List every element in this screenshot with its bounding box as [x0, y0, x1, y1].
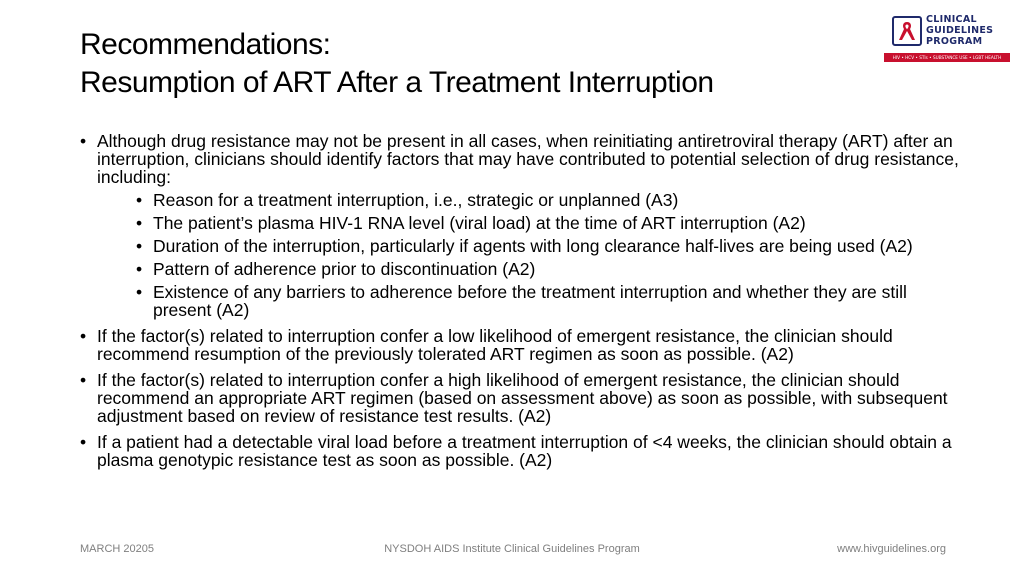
title-line-2: Resumption of ART After a Treatment Interruption	[80, 66, 714, 99]
bullet-text: • Although drug resistance may not be present in all cases, when reinitiating antiretroviral therapy (ART) after an interruption, clinicians should identify factors that may have contributed to potential selection of drug resistance, including:	[97, 131, 959, 187]
logo-line-2: GUIDELINES	[926, 25, 994, 36]
logo-line-3: PROGRAM	[926, 36, 983, 47]
title-line-1: Recommendations:	[80, 28, 331, 61]
footer-date: MARCH 20205	[80, 543, 154, 555]
logo-line-1: CLINICAL	[926, 14, 977, 25]
red-ribbon-icon	[897, 20, 917, 42]
sub-bullet-item: • Reason for a treatment interruption, i.e., strategic or unplanned (A3)	[97, 191, 960, 209]
page-title	[80, 26, 714, 102]
footer-url[interactable]: www.hivguidelines.org	[837, 543, 946, 555]
bullet-list	[80, 132, 960, 477]
logo-tagline: HIV • HCV • STIs • SUBSTANCE USE • LGBT HEALTH	[884, 53, 1010, 62]
sub-bullet-item: • Duration of the interruption, particularly if agents with long clearance half-lives are being used (A2)	[97, 237, 960, 255]
logo-wordmark	[926, 14, 993, 47]
bullet-item	[80, 327, 960, 363]
bullet-text: • If a patient had a detectable viral load before a treatment interruption of <4 weeks, the clinician should obtain a plasma genotypic resistance test as soon as possible. (A2)	[97, 432, 952, 470]
logo-emblem	[892, 16, 922, 46]
sub-bullet-item: • The patient’s plasma HIV-1 RNA level (viral load) at the time of ART interruption (A2)	[97, 214, 960, 232]
footer-org: NYSDOH AIDS Institute Clinical Guidelines Program	[384, 543, 640, 555]
sub-bullet-item: • Pattern of adherence prior to discontinuation (A2)	[97, 260, 960, 278]
bullet-item	[80, 371, 960, 425]
bullet-text: • If the factor(s) related to interruption confer a high likelihood of emergent resistance, the clinician should recommend an appropriate ART regimen (based on assessment above) as soon as possible, with subsequent adjustment based on review of resistance test results. (A2)	[97, 370, 948, 426]
bullet-item	[80, 132, 960, 319]
sub-bullet-item: • Existence of any barriers to adherence before the treatment interruption and whether they are still present (A2)	[97, 283, 960, 319]
bullet-text: • If the factor(s) related to interruption confer a low likelihood of emergent resistance, the clinician should recommend resumption of the previously tolerated ART regimen as soon as possible. (A2)	[97, 326, 893, 364]
clinical-guidelines-logo	[884, 14, 1010, 64]
bullet-item	[80, 433, 960, 469]
sub-bullet-list	[97, 191, 960, 319]
